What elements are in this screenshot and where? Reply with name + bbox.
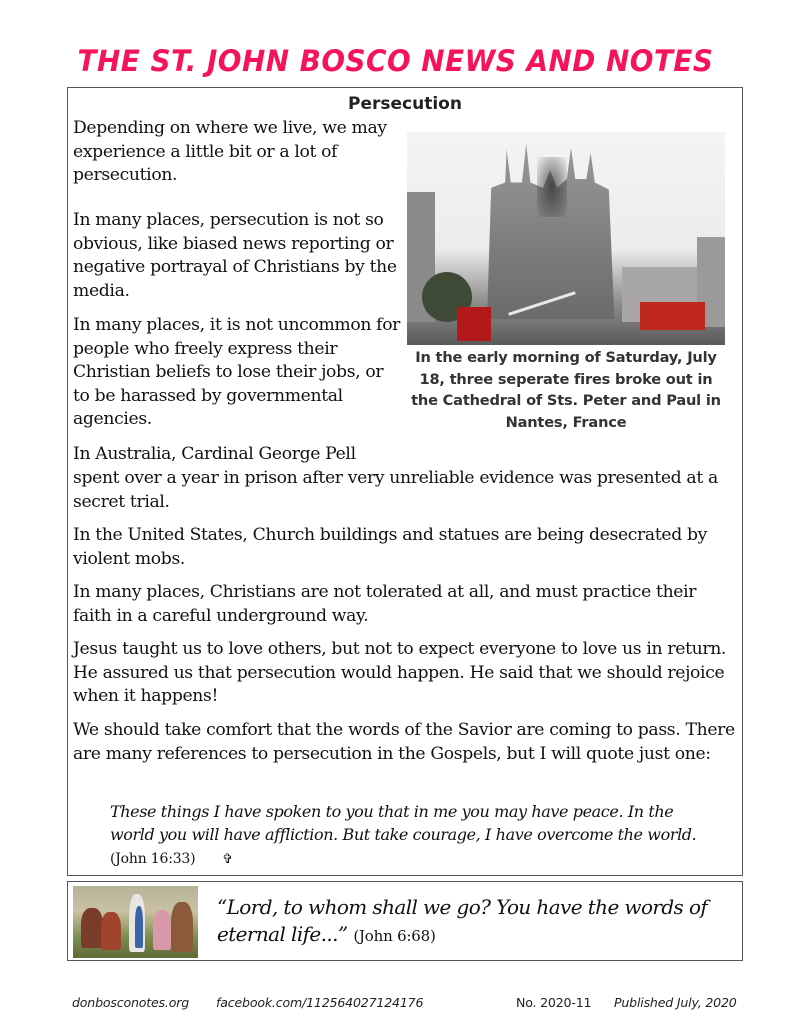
masthead-title: THE ST. JOHN BOSCO NEWS AND NOTES xyxy=(77,44,714,78)
closing-quote xyxy=(217,894,737,950)
paragraph-underground: In many places, Christians are not tolerated at all, and must practice their faith in a careful underground way. xyxy=(73,582,697,626)
photo-caption: In the early morning of Saturday, July 18, three seperate fires broke out in the Cathedral of Sts. Peter and Paul in Nantes, France xyxy=(411,349,721,431)
paragraph-australia-rest: spent over a year in prison after very unreliable evidence was presented at a secret trial. xyxy=(73,468,718,512)
jesus-with-people-painting xyxy=(73,886,198,958)
footer-website[interactable]: donbosconotes.org xyxy=(72,995,189,1010)
scripture-reference: (John 16:33) xyxy=(110,851,196,867)
footer-published-date: Published July, 2020 xyxy=(614,995,737,1010)
closing-quote-reference: (John 6:68) xyxy=(353,927,436,945)
paragraph-jobs: In many places, it is not uncommon for people who freely express their Christian beliefs to lose their jobs, or to be harassed by governmental agencies. xyxy=(73,315,401,429)
footer-facebook[interactable]: facebook.com/112564027124176 xyxy=(216,995,424,1010)
scripture-quote xyxy=(110,800,710,871)
paragraph-australia-start: In Australia, Cardinal George Pell xyxy=(73,444,356,464)
paragraph-intro: Depending on where we live, we may experience a little bit or a lot of persecution. xyxy=(73,118,387,185)
footer-issue-number: No. 2020-11 xyxy=(516,995,592,1010)
paragraph-jesus-taught: Jesus taught us to love others, but not to expect everyone to love us in return. He assured us that persecution would happen. He said that we should rejoice when it happens! xyxy=(73,639,727,706)
article-heading: Persecution xyxy=(348,94,462,114)
cathedral-fire-photo xyxy=(407,132,725,345)
paragraph-united-states: In the United States, Church buildings and statues are being desecrated by violent mobs. xyxy=(73,525,707,569)
paragraph-comfort: We should take comfort that the words of the Savior are coming to pass. There are many references to persecution in the Gospels, but I will quote just one: xyxy=(73,720,735,764)
cross-icon: ✞ xyxy=(222,852,233,867)
closing-quote-text: “Lord, to whom shall we go? You have the words of eternal life...” xyxy=(217,895,708,946)
article-box xyxy=(67,87,743,876)
scripture-text: These things I have spoken to you that in me you may have peace. In the world you will have affliction. But take courage, I have overcome the world. xyxy=(110,802,697,844)
paragraph-media: In many places, persecution is not so obvious, like biased news reporting or negative portrayal of Christians by the media. xyxy=(73,210,397,301)
closing-quote-box xyxy=(67,881,743,961)
